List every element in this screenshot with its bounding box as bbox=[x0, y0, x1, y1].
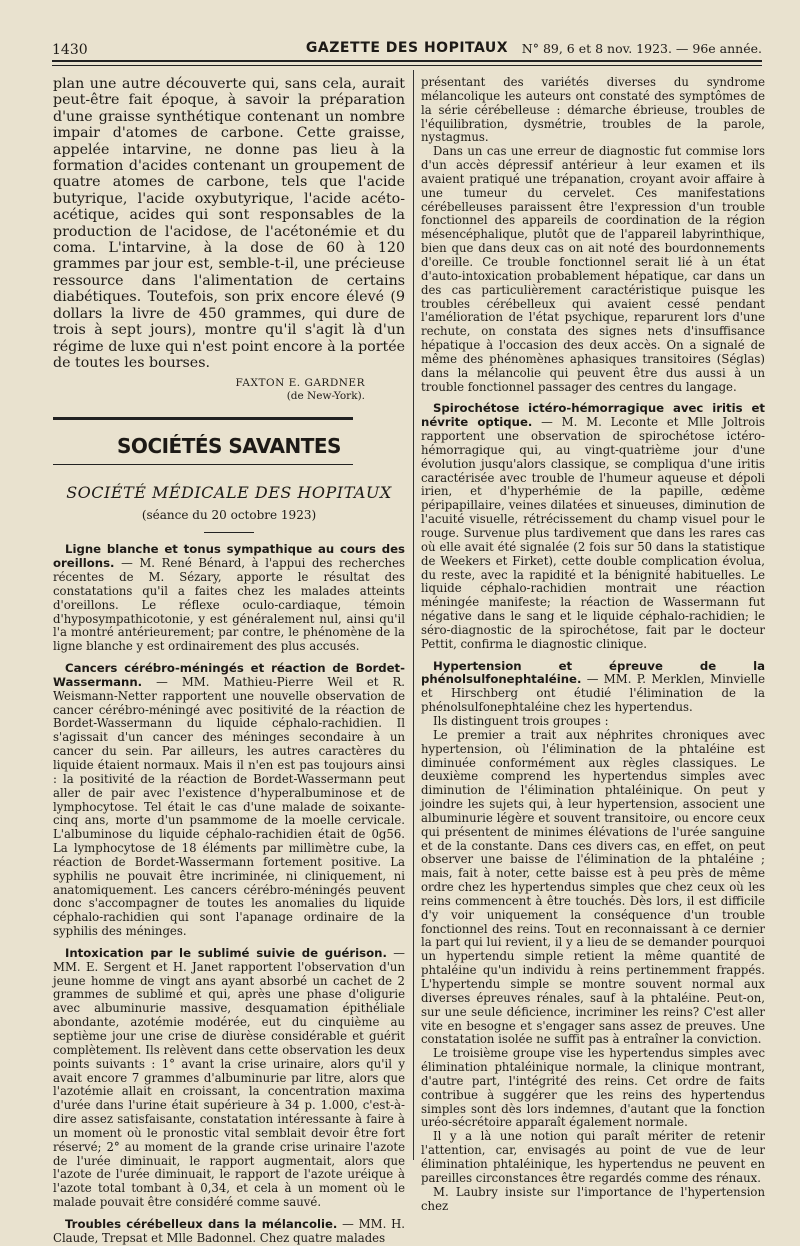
author-signature bbox=[53, 377, 365, 403]
left-column bbox=[53, 76, 405, 1246]
article-text: — MM. P. Merklen, Minvielle et Hirschberg ont étudié l'élimination de la phénolsulfonephtaléine chez les hypertendus. bbox=[421, 672, 765, 715]
article-text: — MM. Mathieu-Pierre Weil et R. Weismann-Netter rapportent une nouvelle observation de cancer cérébro-méningé avec positivité de la réaction de Bordet-Wassermann du liquide céphalo-rachidien. Il s'agissait d'un cancer des méninges secondaire à un cancer du sein. Par ailleurs, les autres caractères du liquide étaient normaux. Mais il n'en est pas toujours ainsi : la positivité de la réaction de Bordet-Wassermann peut aller de pair avec l'existence d'hyperalbuminose et de lymphocytose. Tel était le cas d'une malade de soixante-cinq ans, morte d'un psammome de la moelle cervicale. L'albuminose du liquide céphalo-rachidien était de 0g56. La lymphocytose de 18 éléments par millimètre cube, la réaction de Bordet-Wassermann fortement positive. La syphilis ne pouvait être incriminée, ni cliniquement, ni anatomiquement. Les cancers cérébro-méningés peuvent donc s'accompagner de toutes les anomalies du liquide céphalo-rachidien qui sont l'apanage ordinaire de la syphilis des méninges. bbox=[53, 674, 405, 939]
article-troubles bbox=[53, 1218, 405, 1246]
article-text: — M. René Bénard, à l'appui des recherches récentes de M. Sézary, apporte le résultat des constatations qu'il a faites chez les malades atteints d'oreillons. Le réflexe oculo-cardiaque, témoin d'hyposympathicotonie, y est généralement nul, ainsi qu'il l'a montré antérieurement; par contre, le phénomène de la ligne blanche y est ordinairement des plus accusés. bbox=[53, 556, 405, 654]
right-column bbox=[421, 76, 765, 1213]
article-spirochetose bbox=[421, 402, 765, 651]
section-rule-bottom bbox=[53, 464, 353, 465]
article-text: — MM. E. Sergent et H. Janet rapportent l'observation d'un jeune homme de vingt ans ayant absorbé un cachet de 2 grammes de sublimé et qui, après une phase d'oligurie avec albuminurie massive, desquamation épithéliale abondante, azotémie modérée, eut du cinquième au septième jour une crise de diurèse considérable et guérit complètement. Ils relèvent dans cette observation les deux points suivants : 1° avant la crise urinaire, alors qu'il y avait encore 7 grammes d'albuminurie par litre, alors que l'azotémie allait en croissant, la concentration maxima d'urée dans l'urine était supérieure à 34 p. 1.000, c'est-à-dire assez satisfaisante, constatation intéressante à faire à un moment où le pronostic vital semblait devoir être fort réservé; 2° au moment de la grande crise urinaire l'azote de l'urée diminuait, le rapport augmentait, alors que l'azote de l'urée diminuait, le rapport de l'azote uréique à l'azote total tombant à 0,34, et cela à un moment où le malade pouvait être considéré comme sauvé. bbox=[53, 945, 405, 1210]
article-text: — M. M. Leconte et Mlle Joltrois rapportent une observation de spirochétose ictéro-hémorragique qui, au vingt-quatrième jour d'une évolution jusqu'alors classique, se compliqua d'une iritis caractérisée avec trouble de l'humeur aqueuse et dépoli irien, et d'hyperhémie de la papille, œdème péripapillaire, veines dilatées et sinueuses, diminution de l'acuité visuelle, rétrécissement du champ visuel pour le rouge. Survenue plus tardivement que dans les rares cas où elle avait été signalée (2 fois sur 50 dans la statistique de Weekers et Firket), cette double complication évolua, du reste, avec la rapidité et la bénignité habituelles. Le liquide céphalo-rachidien montrait une réaction méningée manifeste; la réaction de Wassermann fut négative dans le sang et le liquide céphalo-rachidien; le séro-diagnostic de la spirochétose, fait par le docteur Pettit, confirma le diagnostic clinique. bbox=[421, 415, 765, 651]
paragraph-trepanation: Dans un cas une erreur de diagnostic fut commise lors d'un accès dépressif antérieur à leur examen et ils avaient pratiqué une trépanation, croyant avoir affaire à une tumeur du cervelet. Ces manifestations cérébelleuses paraissent être l'expression d'un trouble fonctionnel des appareils de coordination de la région mésencéphalique, plutôt que de l'appareil labyrinthique, bien que dans deux cas on ait noté des bourdonnements d'oreille. Ce trouble fonctionnel serait lié à un état d'auto-intoxication probablement hépatique, car dans un des cas particulièrement caractéristique puisque les troubles cérébelleux qui avaient cessé pendant l'amélioration de l'état psychique, reparurent lors d'une rechute, on constata des signes nets d'insuffisance hépatique à l'occasion des deux accès. On a signalé de même des phénomènes aphasiques transitoires (Séglas) dans la mélancolie qui peuvent être dus aussi à un trouble fonctionnel passager des centres du langage. bbox=[421, 144, 765, 394]
paragraph: Ils distinguent trois groupes : bbox=[433, 713, 609, 728]
author-name: FAXTON E. GARDNER bbox=[235, 377, 365, 390]
intro-paragraph: plan une autre découverte qui, sans cela, aurait peut-être fait époque, à savoir la préparation d'une graisse synthétique contenant un nombre impair d'atomes de carbone. Cette graisse, appelée intarvine, ne donne pas lieu à la formation d'acides contenant un groupement de quatre atomes de carbone, tels que l'acide butyrique, l'acide oxybutyrique, l'acide acéto-acétique, acides qui sont responsables de la production de l'acidose, de l'acétonémie et du coma. L'intarvine, à la dose de 60 à 120 grammes par jour est, semble-t-il, une précieuse ressource dans l'alimentation de certains diabétiques. Toutefois, son prix encore élevé (9 dollars la livre de 450 grammes, qui dure de trois à sept jours), montre qu'il s'agit là d'un régime de luxe qui n'est point encore à la portée de toutes les bourses. bbox=[53, 76, 405, 371]
paragraph: Le premier a trait aux néphrites chroniques avec hypertension, où l'élimination de la phtaléine est diminuée conformément aux règles classiques. Le deuxième comprend les hypertendus simples avec diminution de l'élimination phtaléinique. On peut y joindre les sujets qui, à leur hypertension, associent une albuminurie légère et souvent transitoire, ou encore ceux qui présentent de minimes élévations de l'urée sanguine et de la constante. Dans ces divers cas, en effet, on peut observer une baisse de l'élimination de la phtaléine ; mais, fait à noter, cette baisse est à peu près de même ordre chez les hypertendus simples que chez ceux où les reins commencent à être touchés. Dès lors, il est difficile d'y voir uniquement la conséquence d'un trouble fonctionnel des reins. Tout en reconnaissant à ce dernier la part qui lui revient, il y a lieu de se demander pourquoi un hypertendu simple retient la même quantité de phtaléine qu'un individu à reins pertinemment frappés. L'hypertendu simple se montre souvent normal aux diverses épreuves rénales, sauf à la phtaléine. Peut-on, sur une seule déficience, incriminer les reins? C'est aller vite en besogne et s'engager sans assez de preuves. Une constatation isolée ne suffit pas à entraîner la conviction. bbox=[421, 727, 765, 1047]
page-number: 1430 bbox=[52, 42, 88, 58]
article-title: Hypertension et épreuve de la phénolsulfonephtaléine. bbox=[421, 658, 765, 687]
paragraph: M. Laubry insiste sur l'importance de l'hypertension chez bbox=[421, 1184, 765, 1213]
page-header bbox=[52, 38, 762, 60]
society-name: SOCIÉTÉ MÉDICALE DES HOPITAUX bbox=[66, 483, 392, 503]
article-hypertension bbox=[421, 660, 765, 715]
paragraph: Le troisième groupe vise les hypertendus simples avec élimination phtaléinique normale, la clinique montrant, d'autre part, l'intégrité des reins. Cet ordre de faits contribue à suggérer que les reins des hypertendus simples sont dès lors indemnes, d'autant que la fonction uréo-sécrétoire apparaît également normale. bbox=[421, 1046, 765, 1130]
article-cancers bbox=[53, 662, 405, 939]
continuation-paragraph: présentant des variétés diverses du syndrome mélancolique les auteurs ont constaté des symptômes de la série cérébelleuse : démarche ébrieuse, troubles de l'équilibration, dysmétrie, troubles de la parole, nystagmus. bbox=[421, 75, 765, 145]
column-divider bbox=[413, 70, 414, 1160]
issue-date: N° 89, 6 et 8 nov. 1923. — 96e année. bbox=[521, 41, 762, 56]
article-title: Ligne blanche et tonus sympathique au cours des oreillons. bbox=[53, 542, 405, 571]
short-rule bbox=[204, 532, 254, 533]
session-date: (séance du 20 octobre 1923) bbox=[141, 508, 317, 523]
header-rule bbox=[52, 60, 762, 66]
section-rule-top bbox=[53, 417, 353, 420]
article-title: Intoxication par le sublimé suivie de guérison. bbox=[65, 945, 387, 960]
journal-title: GAZETTE DES HOPITAUX bbox=[305, 40, 509, 56]
author-city: (de New-York). bbox=[286, 390, 365, 403]
article-title: Troubles cérébelleux dans la mélancolie. bbox=[65, 1216, 338, 1231]
article-title: Spirochétose ictéro-hémorragique avec iritis et névrite optique. bbox=[421, 401, 765, 430]
article-ligne-blanche bbox=[53, 543, 405, 654]
article-title: Cancers cérébro-méningés et réaction de Bordet-Wassermann. bbox=[53, 661, 405, 689]
article-text: — MM. H. Claude, Trepsat et Mlle Badonnel. Chez quatre malades bbox=[53, 1216, 406, 1245]
section-title: SOCIÉTÉS SAVANTES bbox=[117, 434, 341, 459]
paragraph: Il y a là une notion qui paraît mériter de retenir l'attention, car, envisagés au point de vue de leur élimination phtaléinique, les hypertendus ne peuvent en pareilles circonstances être regardés comme des rénaux. bbox=[421, 1129, 765, 1185]
